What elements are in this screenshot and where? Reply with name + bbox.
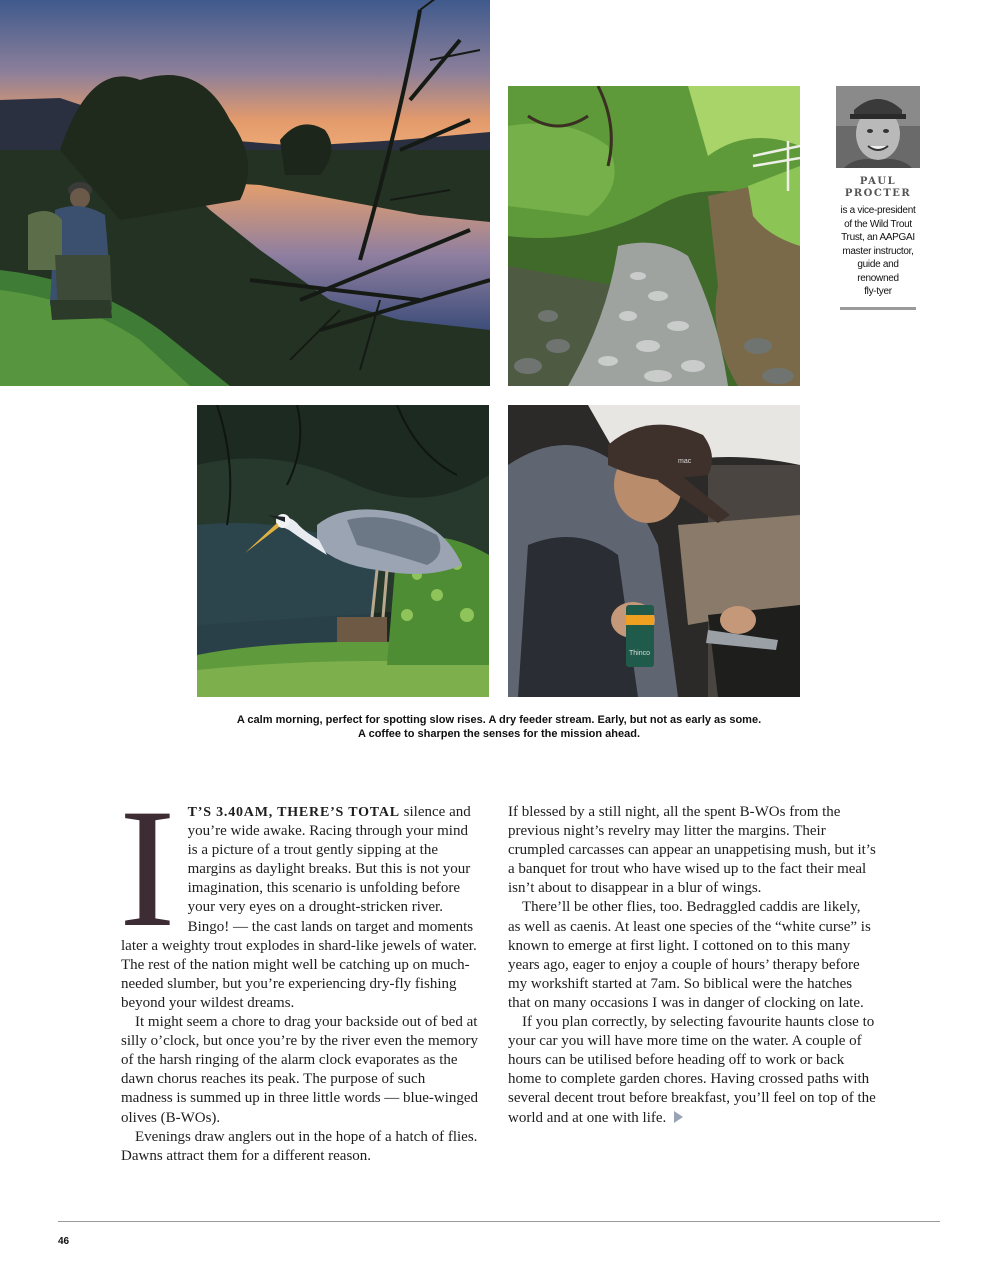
article-column-right xyxy=(508,803,876,1128)
author-bio-line: Trust, an AAPGAI xyxy=(841,232,915,243)
author-name xyxy=(836,176,920,200)
mug-label-text: Thinco xyxy=(629,650,651,657)
footer-divider xyxy=(58,1221,940,1222)
photo-angler-with-coffee xyxy=(508,405,800,697)
author-bio-line: renowned xyxy=(857,272,899,284)
author-divider xyxy=(840,307,916,310)
author-first-name: PAUL xyxy=(859,176,897,187)
author-bio-line: is a vice-president xyxy=(840,205,916,216)
lead-in: T’S 3.40AM, THERE’S TOTAL xyxy=(187,805,400,820)
article-paragraph: It might seem a chore to drag your backside out of bed at silly o’clock, but once you’re by the river even the memory of the harsh ringing of the alarm clock evaporates as the dawn chorus reaches its peak. The purpose of such madness is summed up in three little words — blue-winged olives (B-WOs). xyxy=(121,1014,479,1126)
article-paragraph: There’ll be other flies, too. Bedraggled caddis are likely, as well as caenis. At least one species of the “white curse” is known to emerge at first light. I cottoned on to this many years ago, eager to enjoy a couple of hours’ therapy before my workshift started at 7am. So biblical were the hatches that on many occasions I was in danger of clocking on late. xyxy=(508,899,871,1011)
paragraph-text: If you plan correctly, by selecting favourite haunts close to your car you will have more time on the water. A couple of hours can be utilised before heading off to work or back home to complete garden chores. Having crossed paths with several decent trout before breakfast, you’ll feel on top of the world and at one with life. xyxy=(508,1014,876,1126)
author-bio-line: guide and xyxy=(857,259,899,270)
author-bio xyxy=(836,204,920,299)
page-number: 46 xyxy=(58,1236,70,1247)
article-column-left xyxy=(119,774,479,1166)
photo-dry-feeder-stream xyxy=(508,86,800,386)
author-box xyxy=(836,86,920,310)
cap-logo-text: mac xyxy=(678,458,692,465)
stream-scene xyxy=(508,86,800,386)
author-portrait xyxy=(836,86,920,168)
caption-line: A calm morning, perfect for spotting slow rises. A dry feeder stream. Early, but not as early as some. xyxy=(236,714,762,726)
author-bio-line: of the Wild Trout xyxy=(844,218,912,230)
article-paragraph xyxy=(508,1013,876,1128)
author-bio-line: fly-tyer xyxy=(864,286,892,297)
photo-caption xyxy=(150,713,848,741)
photo-grey-heron xyxy=(197,405,489,697)
paragraph-text: silence and you’re wide awake. Racing through your mind is a picture of a trout gently sipping at the margins as daylight breaks. But this is not your imagination, this scenario is unfolding before your very eyes on a drought-stricken river. Bingo! — the cast lands on target and moments later a weighty trout explodes in shard-like jewels of water. The rest of the nation might well be catching up on much-needed slumber, but you’re experiencing dry-fly fishing beyond your wildest dreams. xyxy=(121,804,477,1011)
article-paragraph xyxy=(119,774,479,1013)
drop-cap: I xyxy=(119,774,176,962)
heron-scene xyxy=(197,405,489,697)
end-mark-icon xyxy=(674,1111,683,1123)
author-portrait-image xyxy=(836,86,920,168)
angler-scene xyxy=(508,405,800,697)
article-paragraph: Evenings draw anglers out in the hope of a hatch of flies. Dawns attract them for a different reason. xyxy=(121,1128,478,1164)
author-bio-line: master instructor, xyxy=(842,245,914,257)
photo-dawn-river-angler xyxy=(0,0,490,386)
sunset-scene xyxy=(0,0,490,386)
article-paragraph: If blessed by a still night, all the spent B-WOs from the previous night’s revelry may litter the margins. Their crumpled carcasses can appear an unappetising mush, but it’s a banquet for trout who have wised up to the fact their meal isn’t about to disappear in a blur of wings. xyxy=(508,804,876,897)
caption-line: A coffee to sharpen the senses for the mission ahead. xyxy=(358,728,640,740)
author-last-name: PROCTER xyxy=(844,188,912,199)
